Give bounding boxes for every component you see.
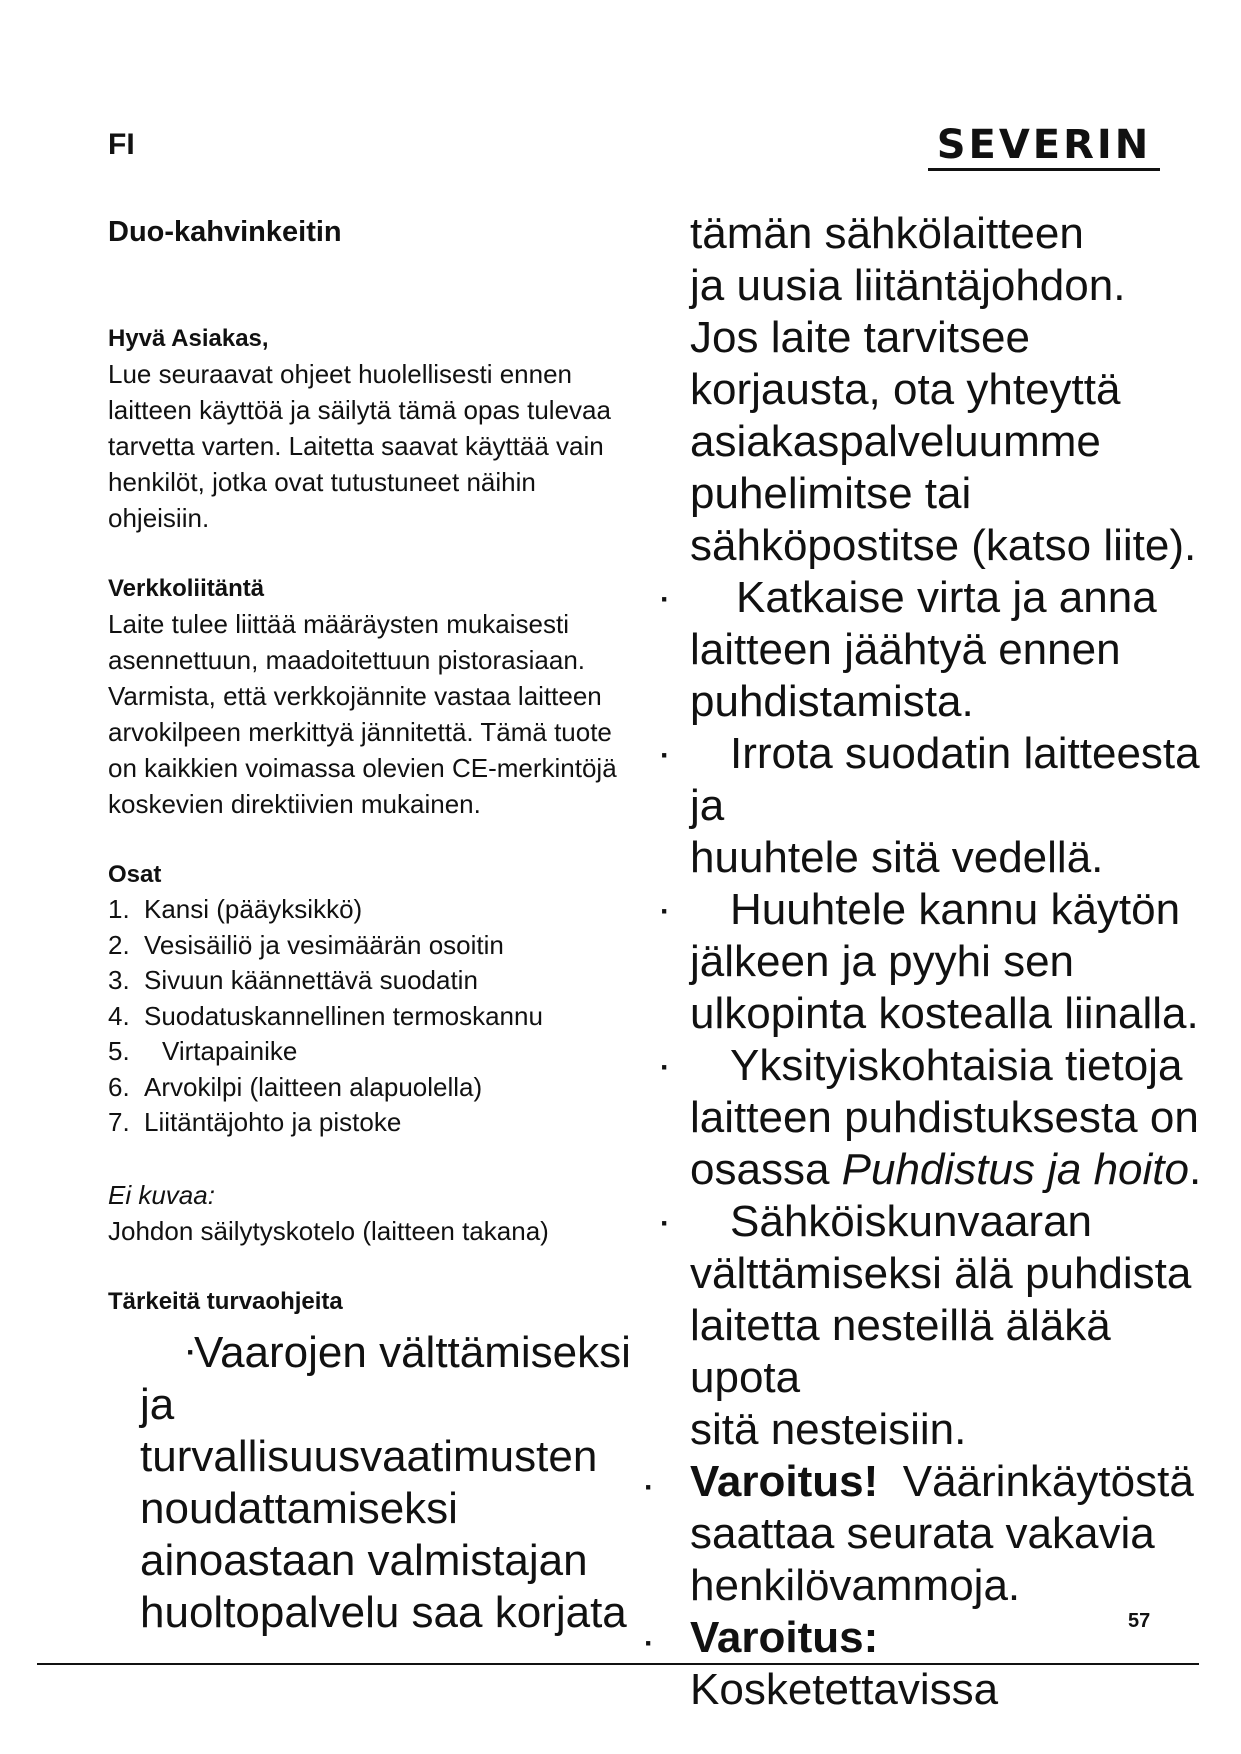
bullet-icon: · xyxy=(660,1207,670,1240)
list-item-number: 3. xyxy=(108,965,130,995)
page-number: 57 xyxy=(1128,1610,1151,1632)
list-item-number: 2. xyxy=(108,929,130,960)
bullet-icon: · xyxy=(644,1471,654,1504)
bullet-line: huuhtele sitä vedellä. xyxy=(690,833,1104,882)
bullet-line: huoltopalvelu saa korjata xyxy=(140,1587,627,1637)
list-item-label: Kansi (pääyksikkö) xyxy=(144,894,363,924)
list-item-number: 7. xyxy=(108,1107,130,1137)
list-item xyxy=(108,928,638,964)
bullet-icon: · xyxy=(644,1627,654,1660)
warning-label: Varoitus: xyxy=(690,1613,879,1662)
list-item-label: Vesisäiliö ja vesimäärän osoitin xyxy=(144,929,504,960)
list-item-label: Liitäntäjohto ja pistoke xyxy=(144,1107,402,1137)
bullet-line: puhdistamista. xyxy=(690,677,974,726)
bullet-line: laitteen jäähtyä ennen xyxy=(690,625,1121,674)
list-item xyxy=(108,892,638,928)
list-item xyxy=(108,1070,638,1106)
bullet-icon: · xyxy=(660,1051,670,1084)
parts-heading: Osat xyxy=(108,861,162,888)
document-title: Duo-kahvinkeitin xyxy=(108,216,342,248)
parts-list xyxy=(108,892,638,1141)
warning-bullet xyxy=(644,1456,1208,1612)
bullet-line: saattaa seurata vakavia xyxy=(690,1509,1155,1558)
bullet-icon: · xyxy=(660,739,670,772)
list-item-number: 4. xyxy=(108,1000,130,1031)
bullet-line: jälkeen ja pyyhi sen xyxy=(690,937,1075,986)
section-reference: Puhdistus ja hoito xyxy=(841,1145,1189,1194)
list-item xyxy=(108,999,638,1035)
bullet-line: Katkaise virta ja anna xyxy=(736,573,1157,622)
not-shown-label: Ei kuvaa: xyxy=(108,1179,215,1210)
bullet-text: osassa xyxy=(690,1145,842,1194)
bullet-line xyxy=(690,1144,1208,1196)
bullet-line: Huuhtele kannu käytön xyxy=(730,885,1181,934)
list-item-label: Sivuun käännettävä suodatin xyxy=(144,965,478,995)
connection-text: Laite tulee liittää määräysten mukaisesti asennettuun, maadoitettuun pistorasiaan. Varmista, että verkkojännite vastaa laitteen arvokilpeen merkittyä jännitettä. Tämä tuote on kaikkien voimassa olevien CE-merkintöjä koskevien direktiivien mukainen. xyxy=(108,609,617,819)
warning-label: Varoitus! xyxy=(690,1457,879,1506)
left-column xyxy=(108,200,638,1639)
bullet-text: Kosketettavissa xyxy=(690,1665,999,1714)
text-line: Jos laite tarvitsee xyxy=(690,313,1030,362)
greeting-heading: Hyvä Asiakas, xyxy=(108,325,269,352)
bullet-line: laitteen puhdistuksesta on xyxy=(690,1093,1199,1142)
bullet-line: turvallisuusvaatimusten xyxy=(140,1431,598,1481)
list-item-label: Virtapainike xyxy=(162,1036,298,1066)
bullet-line: Sähköiskunvaaran xyxy=(730,1197,1093,1246)
list-item-label: Arvokilpi (laitteen alapuolella) xyxy=(144,1071,483,1102)
bullet-line: ainoastaan valmistajan xyxy=(140,1535,588,1585)
text-line: puhelimitse tai xyxy=(690,469,972,518)
bullet-line: Irrota suodatin laitteesta ja xyxy=(690,729,1200,830)
language-code: FI xyxy=(108,128,135,161)
list-item-number: 6. xyxy=(108,1071,130,1102)
brand-logo: SEVERIN xyxy=(928,122,1160,171)
safety-heading: Tärkeitä turvaohjeita xyxy=(108,1287,343,1315)
safety-bullet xyxy=(648,884,1208,1040)
not-shown-text: Johdon säilytyskotelo (laitteen takana) xyxy=(108,1215,549,1246)
bullet-text: Väärinkäytöstä xyxy=(902,1457,1194,1506)
bullet-line: välttämiseksi älä puhdista xyxy=(690,1249,1192,1298)
greeting-text: Lue seuraavat ohjeet huolellisesti ennen laitteen käyttöä ja säilytä tämä opas tulevaa tarvetta varten. Laitetta saavat käyttää vain henkilöt, jotka ovat tutustuneet näihin ohjeisiin. xyxy=(108,359,611,533)
text-line: tämän sähkölaitteen xyxy=(690,209,1084,258)
bullet-line: laitetta nesteillä äläkä upota xyxy=(690,1301,1111,1402)
footer-divider xyxy=(37,1663,1199,1665)
list-item xyxy=(108,963,638,999)
safety-bullet xyxy=(648,1040,1208,1196)
text-line: ja uusia liitäntäjohdon. xyxy=(690,261,1126,310)
text-line: asiakaspalveluumme xyxy=(690,417,1101,466)
bullet-icon: · xyxy=(660,895,670,928)
bullet-line: Vaarojen välttämiseksi ja xyxy=(140,1327,631,1429)
bullet-icon: · xyxy=(186,1335,196,1369)
bullet-line: sitä nesteisiin. xyxy=(690,1405,967,1454)
text-line: korjausta, ota yhteyttä xyxy=(690,365,1121,414)
bullet-text: . xyxy=(1188,1145,1202,1194)
safety-bullet xyxy=(648,572,1208,728)
text-line: sähköpostitse (katso liite). xyxy=(690,521,1197,570)
list-item xyxy=(108,1034,638,1070)
list-item-number: 1. xyxy=(108,894,130,924)
bullet-line: Yksityiskohtaisia tietoja xyxy=(730,1041,1183,1090)
bullet-line: noudattamiseksi xyxy=(140,1483,458,1533)
safety-continuation xyxy=(648,208,1208,572)
bullet-icon: · xyxy=(660,583,670,616)
list-item-label: Suodatuskannellinen termoskannu xyxy=(144,1000,543,1031)
bullet-line: ulkopinta kostealla liinalla. xyxy=(690,989,1199,1038)
safety-bullet-first xyxy=(140,1327,638,1639)
safety-bullet xyxy=(648,1196,1208,1456)
list-item-number: 5. xyxy=(108,1036,130,1066)
list-item xyxy=(108,1105,638,1141)
connection-heading: Verkkoliitäntä xyxy=(108,575,265,602)
right-column xyxy=(644,208,1208,1716)
bullet-line: henkilövammoja. xyxy=(690,1561,1021,1610)
safety-bullet xyxy=(648,728,1208,884)
